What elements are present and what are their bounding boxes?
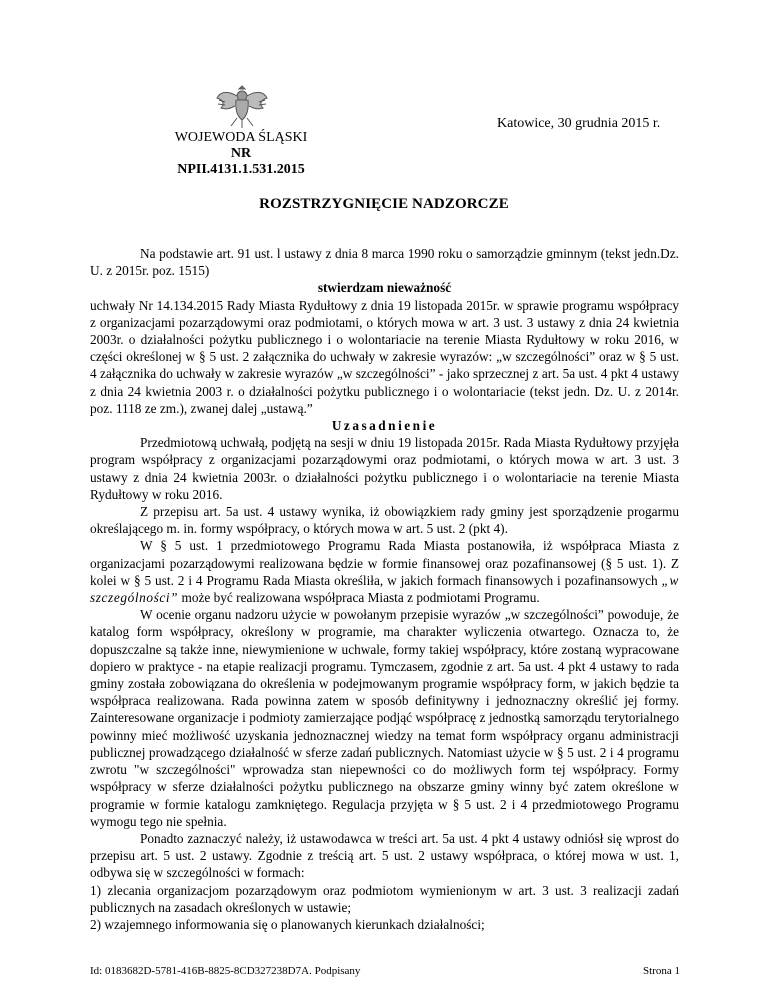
- document-date: Katowice, 30 grudnia 2015 r.: [497, 116, 661, 131]
- footer-page-number: Strona 1: [643, 965, 680, 977]
- justification-paragraph-4: W ocenie organu nadzoru użycie w powołanym przepisie wyrazów „w szczególności” powoduje, że katalog form współpracy, określony w programie, ma charakter wyliczenia otwartego. Oznacza to, że dopuszczalne są także inne, niewymienione w uchwale, formy takiej współpracy, które zostaną wypracowane dopiero w praktyce - na etapie realizacji programu. Tymczasem, zgodnie z art. 5a ust. 4 pkt 4 ustawy to rada gminy została zobowiązana do określenia w podejmowanym programie współpracy form, w jakich będzie ta współpraca realizowana. Rada powinna zatem w sposób definitywny i jednoznaczny określić jej formy. Zainteresowane organizacje i podmioty zamierzające podjąć współpracę z jednostką samorządu terytorialnego powinny mieć możliwość uzyskania jednoznacznej wiedzy na temat form współpracy organu administracji publicznej prowadzącego działalność w sferze zadań publicznych. Natomiast użycie w § 5 ust. 2 i 4 programu zwrotu "w szczególności" wprowadza stan niepewności co do możliwych form tej współpracy. Formy współpracy w sferze działalności pożytku publicznego na obszarze gminy winny być zatem określone w programie w formie katalogu zamkniętego. Regulacja przyjęta w § 5 ust. 2 i 4 przedmiotowego Programu wymogu tego nie spełnia.: [90, 607, 679, 829]
- issuing-authority: [166, 130, 316, 178]
- list-item-1: 1) zlecania organizacjom pozarządowym oraz podmiotom wymienionym w art. 3 ust. 3 realizacji zadań publicznych na zasadach określonych w ustawie;: [90, 882, 679, 915]
- authority-name: WOJEWODA ŚLĄSKI: [174, 130, 308, 145]
- polish-eagle-emblem: [215, 82, 269, 132]
- justification-paragraph-1: Przedmiotową uchwałą, podjętą na sesji w dniu 19 listopada 2015r. Rada Miasta Rydułtowy przyjęła program współpracy z organizacjami pozarządowymi oraz podmiotami, o których mowa w art. 3 ust. 3 ustawy z dnia 24 kwietnia 2003r. o działalności pożytku publicznego i o wolontariacie na terenie Miasta Rydułtowy w roku 2016.: [90, 435, 679, 502]
- footer-document-id: Id: 0183682D-5781-416B-8825-8CD327238D7A. Podpisany: [90, 965, 361, 977]
- justification-paragraph-3: [90, 537, 679, 606]
- document-number: NR NPII.4131.1.531.2015: [177, 146, 305, 177]
- paragraph-3-text-a: W § 5 ust. 1 przedmiotowego Programu Rada Miasta postanowiła, iż współpraca Miasta z organizacjami pozarządowymi realizowana będzie w formie finansowej oraz pozafinansowej (§ 5 ust. 1). Z kolei w § 5 ust. 2 i 4 Programu Rada Miasta określiła, w jakich formach finansowych i pozafinansowych: [90, 538, 679, 588]
- legal-basis-paragraph: Na podstawie art. 91 ust. l ustawy z dnia 8 marca 1990 roku o samorządzie gminnym (tekst jedn.Dz. U. z 2015r. poz. 1515): [90, 246, 679, 279]
- resolution-paragraph: uchwały Nr 14.134.2015 Rady Miasta Rydułtowy z dnia 19 listopada 2015r. w sprawie programu współpracy z organizacjami pozarządowymi oraz podmiotami, o których mowa w art. 3 ust. 3 ustawy z dnia 24 kwietnia 2003r. o działalności pożytku publicznego i o wolontariacie na terenie Miasta Rydułtowy w roku 2016, w części określonej w § 5 ust. 2 załącznika do uchwały w zakresie wyrazów: „w szczególności” oraz w § 5 ust. 4 załącznika do uchwały w zakresie wyrazów „w szczególności” - jako sprzecznej z art. 5a ust. 4 pkt 4 ustawy z dnia 24 kwietnia 2003 r. o działalności pożytku publicznego i o wolontariacie (tekst jedn. Dz. U. z 2014r. poz. 1118 ze zm.), zwanej dalej „ustawą.”: [90, 297, 679, 416]
- list-item-2: 2) wzajemnego informowania się o planowanych kierunkach działalności;: [90, 916, 485, 932]
- decision-heading: stwierdzam nieważność: [317, 280, 452, 296]
- justification-heading: Uzasadnienie: [331, 418, 438, 434]
- paragraph-3-emphasis: „w szczególności”: [90, 572, 679, 606]
- paragraph-3-text-b: może być realizowana współpraca Miasta z podmiotami Programu.: [178, 590, 540, 606]
- document-body: [90, 245, 679, 933]
- document-title: ROZSTRZYGNIĘCIE NADZORCZE: [259, 196, 509, 212]
- justification-paragraph-2: Z przepisu art. 5a ust. 4 ustawy wynika, iż obowiązkiem rady gminy jest sporządzenie progarmu określającego m. in. formy współpracy, o których mowa w art. 5 ust. 2 (pkt 4).: [90, 504, 679, 537]
- justification-paragraph-5: Ponadto zaznaczyć należy, iż ustawodawca w treści art. 5a ust. 4 pkt 4 ustawy odniósł się wprost do przepisu art. 5 ust. 2 ustawy. Zgodnie z treścią art. 5 ust. 2 ustawy współpraca, o której mowa w ust. 1, odbywa się w szczególności w formach:: [90, 830, 679, 881]
